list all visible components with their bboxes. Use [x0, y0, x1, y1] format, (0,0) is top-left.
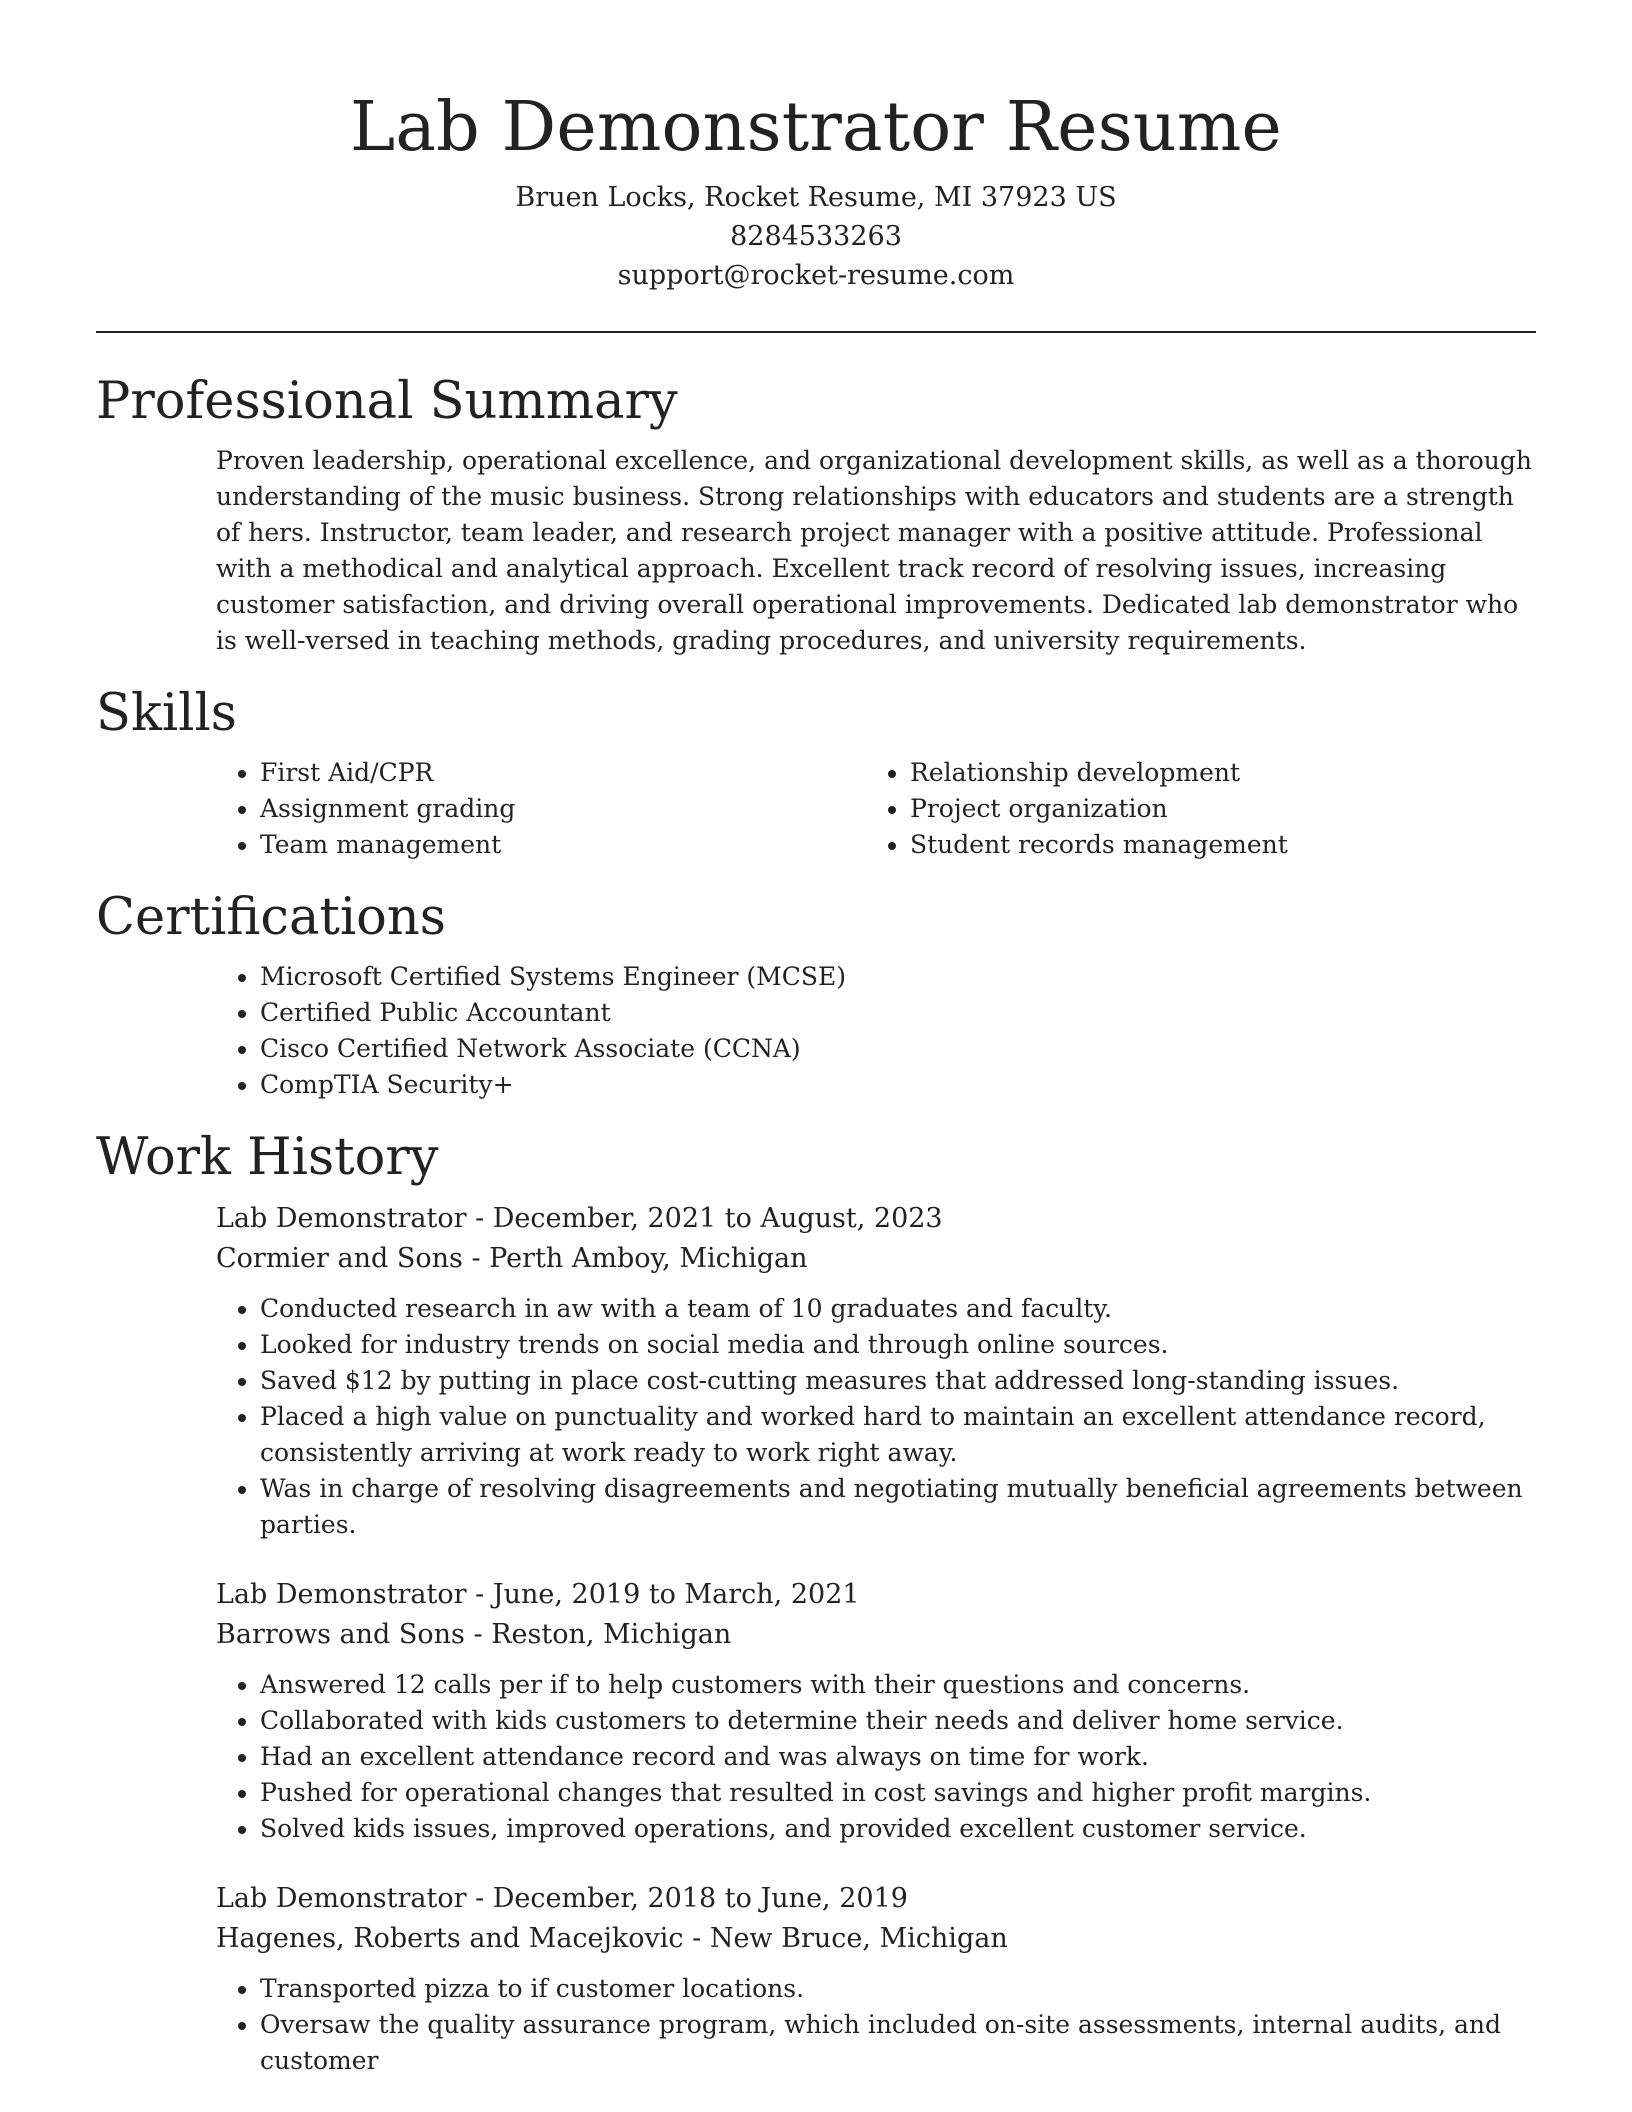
skills-column-left	[216, 755, 866, 863]
job-bullet: • Looked for industry trends on social media and through online sources.	[260, 1327, 1536, 1363]
skill-item: • Assignment grading	[260, 791, 866, 827]
job-company-line	[216, 1239, 1536, 1279]
header-divider	[96, 331, 1536, 333]
job-location: - New Bruce, Michigan	[683, 1923, 1008, 1954]
job-dates: - December, 2018 to June, 2019	[466, 1883, 908, 1914]
skills-list	[216, 755, 1536, 863]
job-entry	[216, 1199, 1536, 1543]
job-company-line	[216, 1615, 1536, 1655]
job-bullet: • Collaborated with kids customers to determine their needs and deliver home service.	[260, 1703, 1536, 1739]
job-company: Cormier and Sons	[216, 1243, 463, 1274]
certification-item: • Certified Public Accountant	[260, 995, 1536, 1031]
job-role: Lab Demonstrator	[216, 1579, 467, 1610]
work-history-heading: Work History	[96, 1128, 439, 1187]
job-bullet: • Conducted research in aw with a team of 10 graduates and faculty.	[260, 1291, 1536, 1327]
job-company: Barrows and Sons	[216, 1619, 465, 1650]
address-text: Bruen Locks, Rocket Resume, MI 37923 US	[515, 182, 1117, 213]
job-location: - Reston, Michigan	[464, 1619, 732, 1650]
job-bullet: • Was in charge of resolving disagreements and negotiating mutually beneficial agreements between parties.	[260, 1471, 1536, 1543]
job-entry	[216, 1879, 1536, 2079]
job-bullet: • Had an excellent attendance record and was always on time for work.	[260, 1739, 1536, 1775]
email-text: support@rocket-resume.com	[617, 260, 1015, 291]
job-title-line	[216, 1879, 1536, 1919]
certification-item: • CompTIA Security+	[260, 1067, 1536, 1103]
certification-item: • Cisco Certified Network Associate (CCNA)	[260, 1031, 1536, 1067]
resume-title: Lab Demonstrator Resume	[350, 88, 1282, 167]
job-bullet: • Placed a high value on punctuality and worked hard to maintain an excellent attendance record, consistently arriving at work ready to work right away.	[260, 1399, 1536, 1471]
job-location: - Perth Amboy, Michigan	[462, 1243, 808, 1274]
summary-heading: Professional Summary	[96, 372, 678, 431]
skills-column-right	[866, 755, 1516, 863]
job-bullet: • Pushed for operational changes that resulted in cost savings and higher profit margins.	[260, 1775, 1536, 1811]
resume-page	[96, 0, 1536, 2079]
certifications-list	[216, 959, 1536, 1103]
job-bullets	[216, 1291, 1536, 1543]
phone-text: 8284533263	[730, 221, 902, 252]
certifications-bullets	[216, 959, 1536, 1103]
job-bullet: • Saved $12 by putting in place cost-cutting measures that addressed long-standing issues.	[260, 1363, 1536, 1399]
job-bullet: • Solved kids issues, improved operations, and provided excellent customer service.	[260, 1811, 1536, 1847]
skill-item: • Project organization	[910, 791, 1516, 827]
job-bullet: • Oversaw the quality assurance program, which included on-site assessments, internal audits, and customer	[260, 2007, 1536, 2079]
skills-heading: Skills	[96, 684, 237, 743]
job-company-line	[216, 1919, 1536, 1959]
skill-item: • First Aid/CPR	[260, 755, 866, 791]
job-company: Hagenes, Roberts and Macejkovic	[216, 1923, 684, 1954]
skill-item: • Relationship development	[910, 755, 1516, 791]
certification-item: • Microsoft Certified Systems Engineer (MCSE)	[260, 959, 1536, 995]
summary-text: Proven leadership, operational excellence, and organizational development skills, as well as a thorough understanding of the music business. Strong relationships with educators and students are a strength of hers. Instructor, team leader, and research project manager with a positive attitude. Professional with a methodical and analytical approach. Excellent track record of resolving issues, increasing customer satisfaction, and driving overall operational improvements. Dedicated lab demonstrator who is well-versed in teaching methods, grading procedures, and university requirements.	[216, 446, 1532, 655]
job-dates: - December, 2021 to August, 2023	[466, 1203, 943, 1234]
job-dates: - June, 2019 to March, 2021	[466, 1579, 860, 1610]
job-bullets	[216, 1667, 1536, 1847]
certifications-heading: Certifications	[96, 888, 446, 947]
job-bullets	[216, 1971, 1536, 2079]
job-bullet: • Answered 12 calls per if to help customers with their questions and concerns.	[260, 1667, 1536, 1703]
skill-item: • Team management	[260, 827, 866, 863]
job-role: Lab Demonstrator	[216, 1883, 467, 1914]
contact-block	[96, 178, 1536, 295]
job-entry	[216, 1575, 1536, 1847]
job-title-line	[216, 1575, 1536, 1615]
skill-item: • Student records management	[910, 827, 1516, 863]
job-role: Lab Demonstrator	[216, 1203, 467, 1234]
job-title-line	[216, 1199, 1536, 1239]
job-bullet: • Transported pizza to if customer locations.	[260, 1971, 1536, 2007]
resume-header	[96, 0, 1536, 295]
